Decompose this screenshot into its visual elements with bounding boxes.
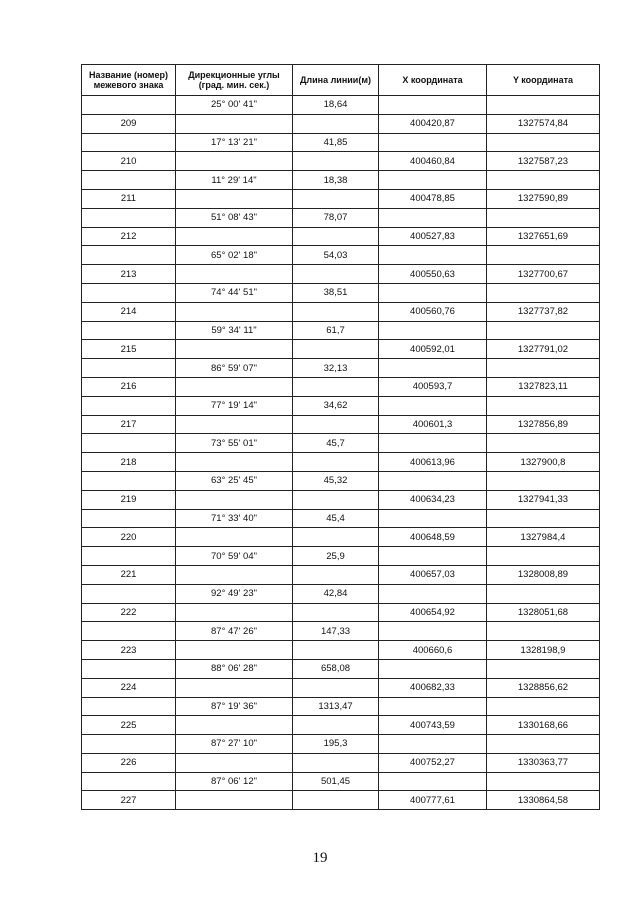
line-length-cell (293, 227, 379, 246)
header-x-coordinate: X координата (379, 65, 487, 96)
y-coordinate-cell: 1327587,23 (487, 152, 600, 171)
x-coordinate-cell (379, 471, 487, 490)
line-length-cell (293, 716, 379, 735)
line-length-cell: 54,03 (293, 246, 379, 265)
header-mark-name: Название (номер) межевого знака (82, 65, 176, 96)
x-coordinate-cell (379, 359, 487, 378)
direction-angle-cell (176, 716, 293, 735)
line-length-cell: 25,9 (293, 547, 379, 566)
y-coordinate-cell (487, 772, 600, 791)
mark-name-cell (82, 208, 176, 227)
line-length-cell (293, 189, 379, 208)
y-coordinate-cell: 1327984,4 (487, 528, 600, 547)
x-coordinate-cell: 400634,23 (379, 490, 487, 509)
y-coordinate-cell (487, 396, 600, 415)
x-coordinate-cell: 400527,83 (379, 227, 487, 246)
direction-angle-cell: 86° 59' 07" (176, 359, 293, 378)
table-row (82, 340, 600, 359)
table-row (82, 490, 600, 509)
line-length-cell (293, 603, 379, 622)
direction-angle-cell (176, 377, 293, 396)
x-coordinate-cell: 400613,96 (379, 453, 487, 472)
mark-name-cell: 220 (82, 528, 176, 547)
line-length-cell (293, 453, 379, 472)
y-coordinate-cell: 1327651,69 (487, 227, 600, 246)
table-row (82, 171, 600, 190)
mark-name-cell: 227 (82, 791, 176, 810)
x-coordinate-cell (379, 697, 487, 716)
y-coordinate-cell (487, 359, 600, 378)
table-row (82, 415, 600, 434)
line-length-cell (293, 490, 379, 509)
mark-name-cell (82, 171, 176, 190)
mark-name-cell (82, 697, 176, 716)
table-row (82, 772, 600, 791)
y-coordinate-cell: 1327590,89 (487, 189, 600, 208)
y-coordinate-cell (487, 471, 600, 490)
direction-angle-cell: 17° 13' 21" (176, 133, 293, 152)
y-coordinate-cell (487, 133, 600, 152)
y-coordinate-cell (487, 509, 600, 528)
line-length-cell (293, 528, 379, 547)
line-length-cell: 195,3 (293, 735, 379, 754)
y-coordinate-cell: 1327574,84 (487, 114, 600, 133)
mark-name-cell (82, 321, 176, 340)
direction-angle-cell: 87° 27' 10" (176, 735, 293, 754)
table-row (82, 283, 600, 302)
direction-angle-cell: 11° 29' 14" (176, 171, 293, 190)
header-y-coordinate: Y координата (487, 65, 600, 96)
table-row (82, 603, 600, 622)
table-row (82, 96, 600, 115)
mark-name-cell: 214 (82, 302, 176, 321)
line-length-cell (293, 641, 379, 660)
y-coordinate-cell (487, 584, 600, 603)
line-length-cell: 18,64 (293, 96, 379, 115)
mark-name-cell (82, 471, 176, 490)
direction-angle-cell: 87° 19' 36" (176, 697, 293, 716)
x-coordinate-cell (379, 584, 487, 603)
y-coordinate-cell (487, 246, 600, 265)
y-coordinate-cell: 1327791,02 (487, 340, 600, 359)
direction-angle-cell: 70° 59' 04" (176, 547, 293, 566)
mark-name-cell (82, 246, 176, 265)
mark-name-cell (82, 659, 176, 678)
table-row (82, 321, 600, 340)
table-row (82, 641, 600, 660)
y-coordinate-cell (487, 96, 600, 115)
direction-angle-cell (176, 265, 293, 284)
x-coordinate-cell: 400550,63 (379, 265, 487, 284)
mark-name-cell: 213 (82, 265, 176, 284)
mark-name-cell: 212 (82, 227, 176, 246)
x-coordinate-cell: 400657,03 (379, 565, 487, 584)
mark-name-cell (82, 509, 176, 528)
direction-angle-cell (176, 340, 293, 359)
y-coordinate-cell: 1328051,68 (487, 603, 600, 622)
x-coordinate-cell: 400420,87 (379, 114, 487, 133)
x-coordinate-cell: 400654,92 (379, 603, 487, 622)
mark-name-cell: 219 (82, 490, 176, 509)
table-row (82, 716, 600, 735)
header-line-length: Длина линии(м) (293, 65, 379, 96)
mark-name-cell: 222 (82, 603, 176, 622)
x-coordinate-cell (379, 321, 487, 340)
line-length-cell (293, 152, 379, 171)
y-coordinate-cell: 1328856,62 (487, 678, 600, 697)
mark-name-cell: 216 (82, 377, 176, 396)
direction-angle-cell: 74° 44' 51" (176, 283, 293, 302)
table-row (82, 396, 600, 415)
table-header (82, 65, 600, 96)
line-length-cell (293, 265, 379, 284)
table-row (82, 565, 600, 584)
table-row (82, 434, 600, 453)
header-direction-angles: Дирекционные углы (град. мин. сек.) (176, 65, 293, 96)
boundary-marks-table-container (81, 64, 599, 810)
x-coordinate-cell: 400752,27 (379, 753, 487, 772)
direction-angle-cell (176, 114, 293, 133)
y-coordinate-cell: 1330363,77 (487, 753, 600, 772)
table-row (82, 265, 600, 284)
direction-angle-cell: 92° 49' 23" (176, 584, 293, 603)
x-coordinate-cell (379, 622, 487, 641)
y-coordinate-cell (487, 735, 600, 754)
header-row (82, 65, 600, 96)
x-coordinate-cell: 400777,61 (379, 791, 487, 810)
direction-angle-cell: 73° 55' 01" (176, 434, 293, 453)
direction-angle-cell (176, 189, 293, 208)
table-row (82, 227, 600, 246)
x-coordinate-cell (379, 171, 487, 190)
y-coordinate-cell (487, 434, 600, 453)
mark-name-cell (82, 772, 176, 791)
line-length-cell: 32,13 (293, 359, 379, 378)
y-coordinate-cell: 1327823,11 (487, 377, 600, 396)
line-length-cell (293, 340, 379, 359)
x-coordinate-cell (379, 659, 487, 678)
y-coordinate-cell (487, 697, 600, 716)
y-coordinate-cell (487, 171, 600, 190)
mark-name-cell: 218 (82, 453, 176, 472)
mark-name-cell (82, 133, 176, 152)
direction-angle-cell: 77° 19' 14" (176, 396, 293, 415)
mark-name-cell: 215 (82, 340, 176, 359)
table-row (82, 246, 600, 265)
mark-name-cell (82, 547, 176, 566)
table-row (82, 753, 600, 772)
line-length-cell: 658,08 (293, 659, 379, 678)
line-length-cell (293, 565, 379, 584)
table-row (82, 359, 600, 378)
mark-name-cell: 224 (82, 678, 176, 697)
mark-name-cell (82, 584, 176, 603)
line-length-cell (293, 678, 379, 697)
direction-angle-cell (176, 565, 293, 584)
mark-name-cell: 210 (82, 152, 176, 171)
x-coordinate-cell: 400478,85 (379, 189, 487, 208)
x-coordinate-cell: 400592,01 (379, 340, 487, 359)
direction-angle-cell (176, 302, 293, 321)
table-row (82, 678, 600, 697)
x-coordinate-cell (379, 396, 487, 415)
line-length-cell: 1313,47 (293, 697, 379, 716)
direction-angle-cell (176, 415, 293, 434)
y-coordinate-cell (487, 321, 600, 340)
direction-angle-cell: 63° 25' 45" (176, 471, 293, 490)
mark-name-cell: 221 (82, 565, 176, 584)
direction-angle-cell: 51° 08' 43" (176, 208, 293, 227)
y-coordinate-cell: 1330864,58 (487, 791, 600, 810)
y-coordinate-cell (487, 547, 600, 566)
x-coordinate-cell: 400601,3 (379, 415, 487, 434)
y-coordinate-cell: 1328008,89 (487, 565, 600, 584)
x-coordinate-cell (379, 208, 487, 227)
x-coordinate-cell: 400660,6 (379, 641, 487, 660)
mark-name-cell: 211 (82, 189, 176, 208)
line-length-cell: 45,32 (293, 471, 379, 490)
page-number: 19 (312, 850, 328, 866)
mark-name-cell (82, 396, 176, 415)
line-length-cell: 147,33 (293, 622, 379, 641)
mark-name-cell: 225 (82, 716, 176, 735)
x-coordinate-cell (379, 547, 487, 566)
direction-angle-cell: 71° 33' 40" (176, 509, 293, 528)
x-coordinate-cell (379, 735, 487, 754)
direction-angle-cell: 87° 06' 12" (176, 772, 293, 791)
line-length-cell (293, 114, 379, 133)
y-coordinate-cell: 1327700,67 (487, 265, 600, 284)
table-row (82, 133, 600, 152)
x-coordinate-cell: 400648,59 (379, 528, 487, 547)
table-row (82, 697, 600, 716)
x-coordinate-cell (379, 772, 487, 791)
table-row (82, 189, 600, 208)
direction-angle-cell: 88° 06' 28" (176, 659, 293, 678)
table-row (82, 471, 600, 490)
mark-name-cell: 217 (82, 415, 176, 434)
table-row (82, 453, 600, 472)
y-coordinate-cell: 1327941,33 (487, 490, 600, 509)
mark-name-cell: 209 (82, 114, 176, 133)
line-length-cell: 41,85 (293, 133, 379, 152)
table-row (82, 152, 600, 171)
table-body (82, 96, 600, 810)
y-coordinate-cell: 1328198,9 (487, 641, 600, 660)
y-coordinate-cell: 1330168,66 (487, 716, 600, 735)
table-row (82, 528, 600, 547)
table-row (82, 584, 600, 603)
line-length-cell: 78,07 (293, 208, 379, 227)
mark-name-cell: 226 (82, 753, 176, 772)
mark-name-cell (82, 283, 176, 302)
y-coordinate-cell (487, 208, 600, 227)
direction-angle-cell (176, 603, 293, 622)
direction-angle-cell (176, 753, 293, 772)
direction-angle-cell (176, 152, 293, 171)
x-coordinate-cell (379, 246, 487, 265)
table-row (82, 114, 600, 133)
direction-angle-cell (176, 227, 293, 246)
direction-angle-cell (176, 528, 293, 547)
line-length-cell (293, 377, 379, 396)
x-coordinate-cell: 400682,33 (379, 678, 487, 697)
mark-name-cell (82, 735, 176, 754)
direction-angle-cell (176, 791, 293, 810)
line-length-cell (293, 791, 379, 810)
table-row (82, 302, 600, 321)
y-coordinate-cell (487, 283, 600, 302)
direction-angle-cell: 65° 02' 18" (176, 246, 293, 265)
line-length-cell: 501,45 (293, 772, 379, 791)
direction-angle-cell (176, 678, 293, 697)
y-coordinate-cell (487, 659, 600, 678)
table-row (82, 735, 600, 754)
direction-angle-cell (176, 490, 293, 509)
x-coordinate-cell (379, 133, 487, 152)
table-row (82, 547, 600, 566)
table-row (82, 659, 600, 678)
direction-angle-cell (176, 453, 293, 472)
table-row (82, 791, 600, 810)
x-coordinate-cell (379, 434, 487, 453)
y-coordinate-cell: 1327900,8 (487, 453, 600, 472)
direction-angle-cell: 59° 34' 11" (176, 321, 293, 340)
direction-angle-cell: 25° 00' 41" (176, 96, 293, 115)
line-length-cell: 61,7 (293, 321, 379, 340)
boundary-marks-table (81, 64, 600, 810)
y-coordinate-cell: 1327856,89 (487, 415, 600, 434)
x-coordinate-cell: 400460,84 (379, 152, 487, 171)
line-length-cell: 38,51 (293, 283, 379, 302)
x-coordinate-cell: 400560,76 (379, 302, 487, 321)
direction-angle-cell: 87° 47' 26" (176, 622, 293, 641)
x-coordinate-cell: 400593,7 (379, 377, 487, 396)
line-length-cell (293, 415, 379, 434)
mark-name-cell (82, 359, 176, 378)
y-coordinate-cell (487, 622, 600, 641)
x-coordinate-cell (379, 283, 487, 302)
line-length-cell: 34,62 (293, 396, 379, 415)
mark-name-cell (82, 96, 176, 115)
line-length-cell: 18,38 (293, 171, 379, 190)
direction-angle-cell (176, 641, 293, 660)
mark-name-cell (82, 434, 176, 453)
table-row (82, 509, 600, 528)
line-length-cell: 45,4 (293, 509, 379, 528)
line-length-cell: 45,7 (293, 434, 379, 453)
line-length-cell (293, 302, 379, 321)
mark-name-cell: 223 (82, 641, 176, 660)
y-coordinate-cell: 1327737,82 (487, 302, 600, 321)
x-coordinate-cell: 400743,59 (379, 716, 487, 735)
table-row (82, 622, 600, 641)
mark-name-cell (82, 622, 176, 641)
x-coordinate-cell (379, 96, 487, 115)
x-coordinate-cell (379, 509, 487, 528)
table-row (82, 208, 600, 227)
line-length-cell: 42,84 (293, 584, 379, 603)
table-row (82, 377, 600, 396)
line-length-cell (293, 753, 379, 772)
